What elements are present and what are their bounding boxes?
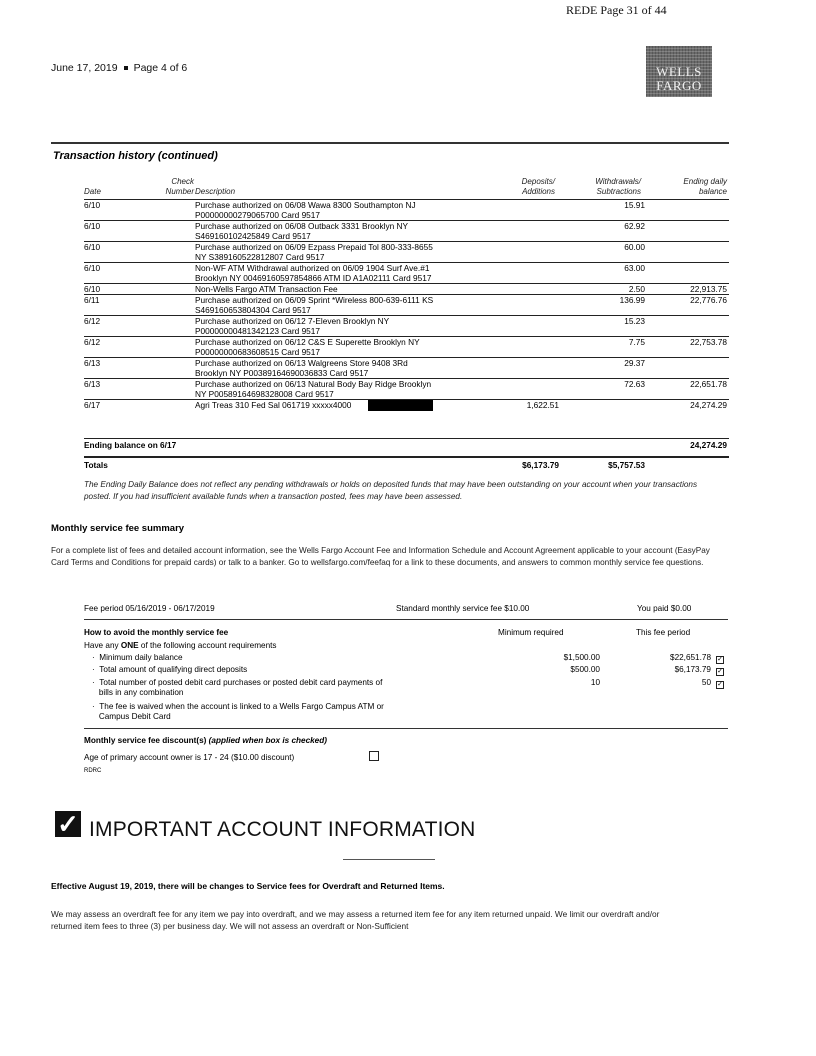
txn-withdrawal: 29.37 [624,358,645,368]
txn-date: 6/10 [84,221,101,231]
balance-disclaimer: The Ending Daily Balance does not reflect any pending withdrawals or holds on deposited funds that may have been outstanding on your account when your transactions posted. If you had insufficient available funds when a transaction posted, fees may have been assessed. [84,480,698,501]
bullet-icon [124,66,128,70]
txn-description: Purchase authorized on 06/12 7-Eleven Brooklyn NY P00000000481342123 Card 9517 [195,316,390,336]
txn-withdrawal: 60.00 [624,242,645,252]
ending-balance-value: 24,274.29 [690,440,727,450]
table-row [84,241,729,262]
requirements-intro: Have any ONE of the following account requirements [84,641,277,650]
fee-divider [84,728,728,729]
txn-description: Purchase authorized on 06/09 Ezpass Prepaid Tol 800-333-8655 NY S389160522812807 Card 9517 [195,242,433,262]
req-direct-deposits: · Total amount of qualifying direct deposits [92,665,248,674]
req-min-balance-value: $22,651.78 ✓ [670,653,723,663]
txn-description: Non-Wells Fargo ATM Transaction Fee [195,284,338,294]
txn-withdrawal: 62.92 [624,221,645,231]
txn-withdrawal: 15.23 [624,316,645,326]
logo-line-1: WELLS [656,64,702,79]
col-withdrawals: Withdrawals/ Subtractions [595,177,641,196]
req-campus-card: · The fee is waived when the account is linked to a Wells Fargo Campus ATM or Campus Debit Card [92,702,384,721]
col-date: Date [84,187,101,196]
table-row [84,283,729,294]
txn-description: Purchase authorized on 06/13 Walgreens Store 9408 3Rd Brooklyn NY P00389164690036833 Card 9517 [195,358,408,378]
txn-balance: 22,776.76 [690,295,727,305]
req-direct-deposits-required: $500.00 [570,665,600,674]
txn-balance: 24,274.29 [690,400,727,410]
you-paid: You paid $0.00 [637,604,692,613]
totals-withdrawals: $5,757.53 [608,460,645,470]
fee-divider [84,619,728,620]
txn-balance: 22,651.78 [690,379,727,389]
table-row [84,378,729,399]
service-fee-heading: Monthly service fee summary [51,523,185,534]
req-min-balance-required: $1,500.00 [563,653,600,662]
col-check: Check Number [165,177,194,196]
txn-description: Purchase authorized on 06/08 Wawa 8300 Southampton NJ P00000000279065700 Card 9517 [195,200,416,220]
checked-box-icon: ✓ [717,681,723,688]
table-row [84,336,729,357]
transaction-history-title: Transaction history (continued) [53,150,218,162]
txn-balance: 22,913.75 [690,284,727,294]
minimum-required-header: Minimum required [498,628,564,637]
col-balance: Ending daily balance [683,177,727,196]
txn-withdrawal: 15.91 [624,200,645,210]
redaction-bar [368,400,433,411]
totals-label: Totals [84,460,108,470]
req-debit-purchases-required: 10 [590,678,600,687]
req-direct-deposits-value: $6,173.79 ✓ [674,665,723,675]
txn-date: 6/11 [84,295,100,305]
txn-date: 6/10 [84,200,101,210]
table-row [84,262,729,283]
txn-withdrawal: 63.00 [624,263,645,273]
txn-description: Purchase authorized on 06/13 Natural Body Bay Ridge Brooklyn NY P00589164698328008 Card 9517 [195,379,432,399]
fee-code: RDRC [84,768,102,774]
ending-balance-row [84,438,729,450]
txn-description: Non-WF ATM Withdrawal authorized on 06/09 1904 Surf Ave.#1 Brooklyn NY 00469160597854866 ATM ID A1A02111 Card 9517 [195,263,432,283]
page-stamp: REDE Page 31 of 44 [566,3,667,17]
col-deposits: Deposits/ Additions [521,177,555,196]
statement-date [51,62,187,74]
table-row [84,315,729,336]
txn-withdrawal: 7.75 [628,337,645,347]
discount-heading: Monthly service fee discount(s) (applied when box is checked) [84,736,327,745]
title-underline [343,859,435,860]
fee-period: Fee period 05/16/2019 - 06/17/2019 [84,604,215,613]
section-divider [51,142,729,144]
txn-withdrawal: 136.99 [619,295,645,305]
txn-date: 6/13 [84,358,101,368]
checkmark-icon: ✓ [55,811,81,837]
checked-box-icon: ✓ [717,668,723,675]
txn-date: 6/10 [84,284,101,294]
avoid-fee-heading: How to avoid the monthly service fee [84,628,229,637]
effective-notice: Effective August 19, 2019, there will be changes to Service fees for Overdraft and Returned Items. [51,881,445,891]
txn-description: Purchase authorized on 06/08 Outback 3331 Brooklyn NY S469160102425849 Card 9517 [195,221,409,241]
req-debit-purchases-value: 50 ✓ [701,678,723,688]
date-text: June 17, 2019 [51,62,118,74]
req-debit-purchases: · Total number of posted debit card purchases or posted debit card payments of bills in any combination [92,678,383,697]
table-row [84,399,729,410]
wells-fargo-logo [646,46,712,97]
transaction-table [84,199,729,410]
txn-date: 6/13 [84,379,101,389]
txn-balance: 22,753.78 [690,337,727,347]
totals-deposits: $6,173.79 [522,460,559,470]
checked-box-icon: ✓ [717,656,723,663]
txn-description: Purchase authorized on 06/12 C&S E Superette Brooklyn NY P00000000683608515 Card 9517 [195,337,420,357]
txn-description: Agri Treas 310 Fed Sal 061719 xxxxx4000 [195,400,352,410]
important-info-title: IMPORTANT ACCOUNT INFORMATION [89,818,476,841]
table-row [84,199,729,220]
txn-withdrawal: 72.63 [624,379,645,389]
table-row [84,357,729,378]
txn-date: 6/10 [84,263,101,273]
req-min-balance: · Minimum daily balance [92,653,183,662]
txn-date: 6/12 [84,316,101,326]
col-description: Description [195,187,236,196]
txn-date: 6/12 [84,337,101,347]
txn-date: 6/10 [84,242,101,252]
overdraft-paragraph: We may assess an overdraft fee for any item we pay into overdraft, and we may assess a returned item fee for any item returned unpaid. We limit our overdraft and/or returned item fees to three (3) per business day. We will not assess an overdraft or Non-Sufficient [51,909,660,931]
table-row [84,220,729,241]
standard-fee: Standard monthly service fee $10.00 [396,604,530,613]
logo-line-2: FARGO [656,78,702,93]
service-fee-paragraph: For a complete list of fees and detailed account information, see the Wells Fargo Account Fee and Information Schedule and Account Agreement applicable to your account (EasyPay Card Terms and Conditions for prepaid cards) or talk to a banker. Go to wellsfargo.com/feefaq for a link to these documents, and answers to common monthly service fee questions. [51,546,710,567]
ending-balance-label: Ending balance on 6/17 [84,440,177,450]
table-row [84,294,729,315]
age-discount-label: Age of primary account owner is 17 - 24 ($10.00 discount) [84,753,295,762]
txn-description: Purchase authorized on 06/09 Sprint *Wireless 800-639-6111 KS S469160653804304 Card 9517 [195,295,434,315]
txn-withdrawal: 2.50 [628,284,645,294]
txn-date: 6/17 [84,400,101,410]
txn-deposit: 1,622.51 [526,400,559,410]
totals-row [84,456,729,470]
this-fee-period-header: This fee period [636,628,691,637]
unchecked-box-icon [369,751,379,761]
page-number: Page 4 of 6 [133,62,188,74]
